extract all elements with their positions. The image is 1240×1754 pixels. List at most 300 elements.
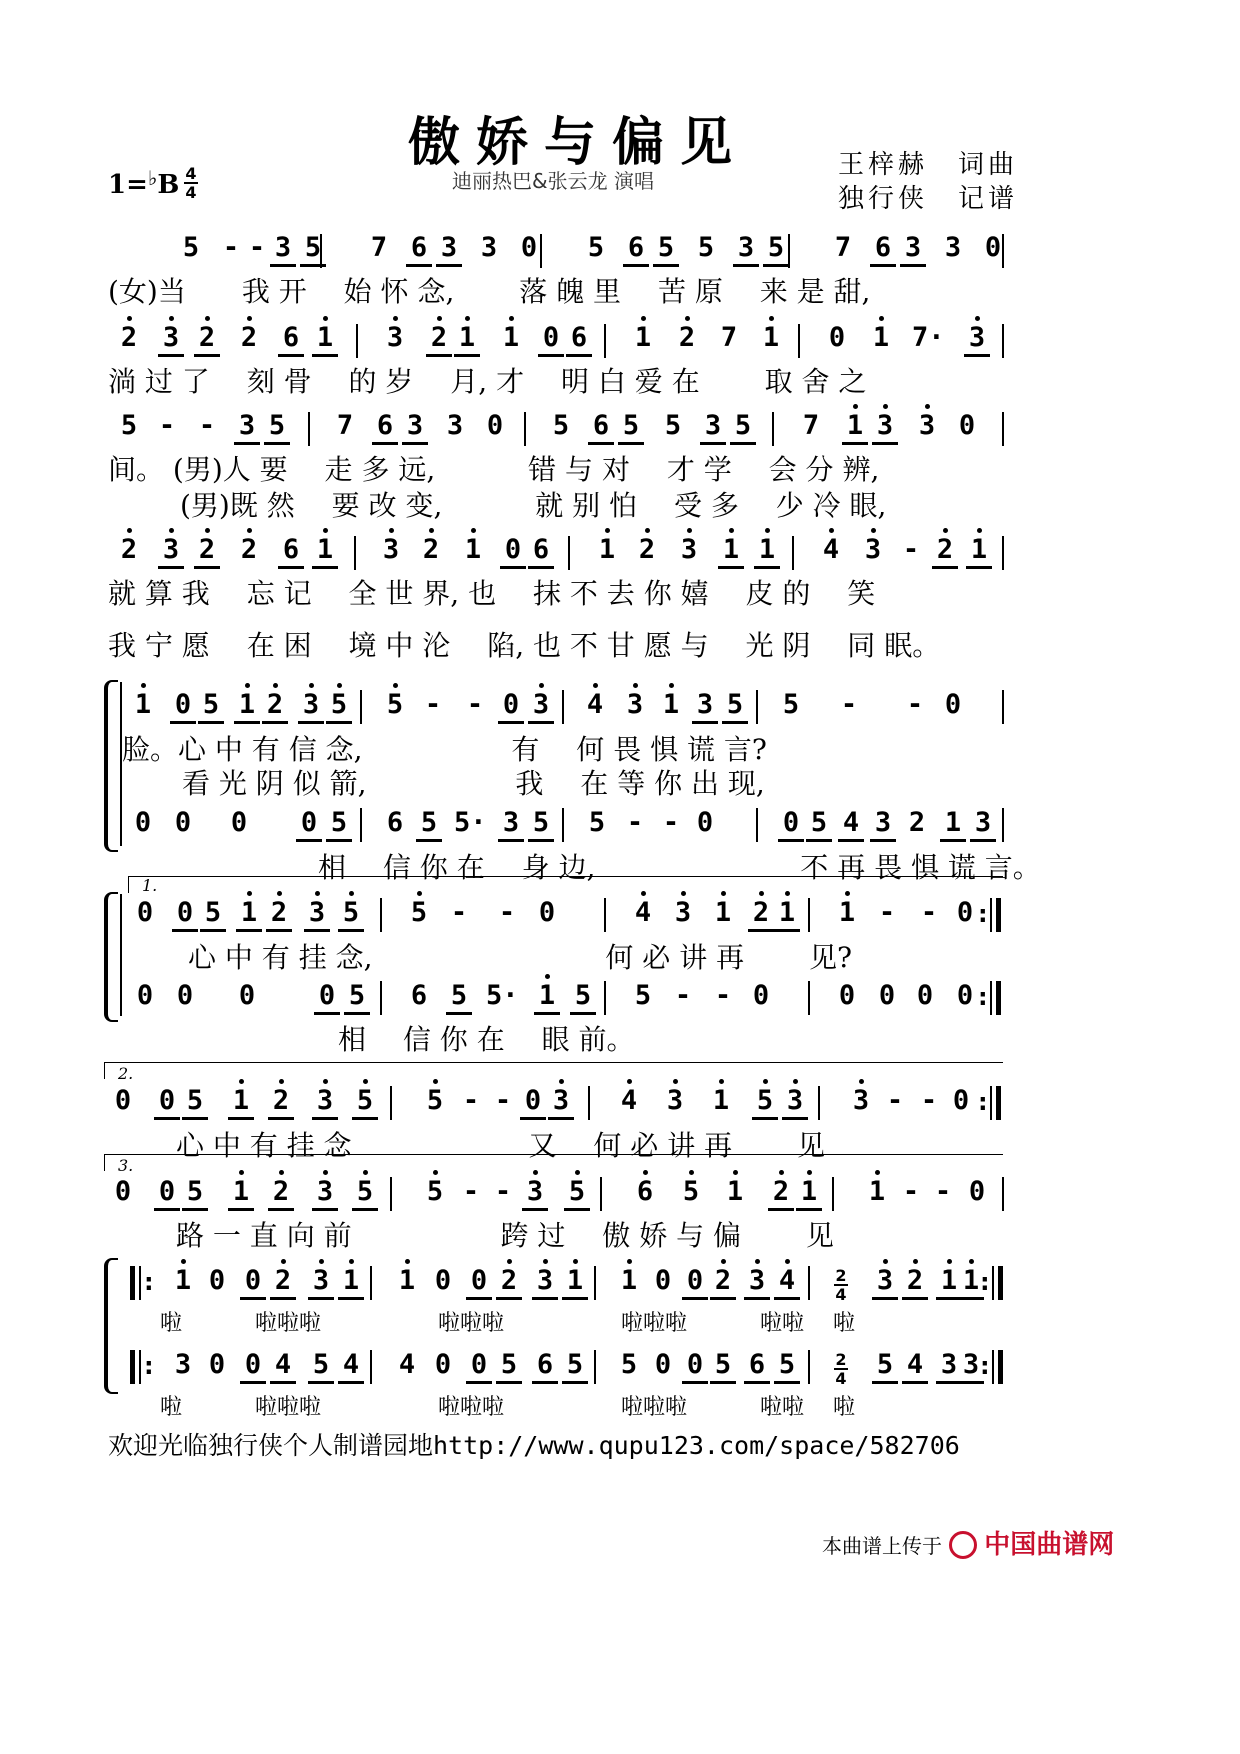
note: 3	[962, 1349, 980, 1380]
eighth-underline	[562, 1381, 588, 1384]
high-octave-dot	[323, 528, 328, 533]
key-signature	[108, 166, 179, 200]
note: 3	[786, 1085, 804, 1116]
barline	[594, 1266, 596, 1300]
eighth-underline	[158, 354, 184, 357]
note: 7	[336, 410, 354, 441]
high-octave-dot	[349, 1259, 354, 1264]
note: 2	[772, 1176, 790, 1207]
final-barline	[996, 898, 1001, 932]
barline	[808, 898, 810, 932]
eighth-underline	[308, 1297, 334, 1300]
note: -	[878, 897, 896, 928]
note: 3	[316, 1176, 334, 1207]
note: 1	[846, 410, 864, 441]
eighth-underline	[454, 354, 480, 357]
eighth-underline	[538, 354, 564, 357]
lyric-line-15: 啦 啦啦啦 啦啦啦 啦啦啦 啦啦 啦	[160, 1395, 855, 1420]
note: 4	[778, 1265, 796, 1296]
barline	[568, 536, 570, 570]
eighth-underline	[932, 566, 958, 569]
note: 6	[282, 322, 300, 353]
final-barline	[998, 1350, 1003, 1384]
note: 4	[906, 1349, 924, 1380]
eighth-underline	[426, 354, 452, 357]
barline	[1002, 1177, 1004, 1211]
note: 5	[664, 410, 682, 441]
high-octave-dot	[765, 528, 770, 533]
eighth-underline	[588, 442, 614, 445]
barline	[360, 808, 362, 842]
repeat-dots: :	[978, 900, 988, 928]
eighth-underline	[344, 1012, 370, 1015]
note: 3	[852, 1085, 870, 1116]
barline	[354, 536, 356, 570]
note: 0	[208, 1349, 226, 1380]
note: 0	[244, 1265, 262, 1296]
high-octave-dot	[281, 1259, 286, 1264]
note: 5	[574, 980, 592, 1011]
note: -	[674, 980, 692, 1011]
high-octave-dot	[975, 316, 980, 321]
high-octave-dot	[181, 1259, 186, 1264]
note: 2	[120, 534, 138, 565]
note: 3	[876, 410, 894, 441]
note: 3	[974, 807, 992, 838]
eighth-underline	[778, 839, 804, 842]
note: 5	[202, 689, 220, 720]
note: 2	[936, 534, 954, 565]
barline	[540, 234, 542, 268]
high-octave-dot	[205, 316, 210, 321]
note: 0	[838, 980, 856, 1011]
barline	[604, 324, 606, 358]
note: 0	[916, 980, 934, 1011]
high-octave-dot	[337, 683, 342, 688]
note: 4	[842, 807, 860, 838]
note: 0	[244, 1349, 262, 1380]
note: 6	[410, 980, 428, 1011]
note: 0	[686, 1265, 704, 1296]
eighth-underline	[528, 566, 554, 569]
note: 3	[382, 534, 400, 565]
high-octave-dot	[471, 528, 476, 533]
note: 4	[586, 689, 604, 720]
eighth-underline	[970, 839, 996, 842]
note: 0	[470, 1265, 488, 1296]
note: 3	[680, 534, 698, 565]
eighth-underline	[268, 1117, 294, 1120]
eighth-underline	[312, 1208, 338, 1211]
high-octave-dot	[141, 683, 146, 688]
eighth-underline	[270, 1297, 296, 1300]
note: 2	[678, 322, 696, 353]
final-barline	[998, 1266, 1003, 1300]
note: -	[466, 689, 484, 720]
barline	[818, 1086, 820, 1120]
note: 3	[302, 689, 320, 720]
note: 2	[638, 534, 656, 565]
note: 5	[268, 410, 286, 441]
note: 3	[968, 322, 986, 353]
note: 6	[748, 1349, 766, 1380]
barline	[524, 412, 526, 446]
note: 3	[532, 689, 550, 720]
eighth-underline	[748, 929, 774, 932]
lyric-line-2: 淌 过 了 刻 骨 的 岁 月, 才 明 白 爱 在 取 舍 之	[108, 365, 867, 398]
barline	[562, 690, 564, 724]
note: 0	[952, 1085, 970, 1116]
eighth-underline	[532, 1297, 558, 1300]
lyric-line-5: 就 算 我 忘 记 全 世 界, 也 抹 不 去 你 嬉 皮 的 笑	[108, 577, 876, 610]
eighth-underline	[326, 839, 352, 842]
note: 4	[620, 1085, 638, 1116]
note: 1	[758, 534, 776, 565]
note: 5	[386, 689, 404, 720]
note: 2	[240, 322, 258, 353]
note: 3	[536, 1265, 554, 1296]
eighth-underline	[436, 264, 462, 267]
note: 6	[874, 232, 892, 263]
barline	[562, 808, 564, 842]
note: 6	[532, 534, 550, 565]
site-logo: 中国曲谱网	[984, 1530, 1115, 1560]
note: 1	[872, 322, 890, 353]
eighth-underline	[966, 566, 992, 569]
high-octave-dot	[539, 683, 544, 688]
note: 1	[714, 897, 732, 928]
note: 3	[502, 807, 520, 838]
note: 3	[626, 689, 644, 720]
note: 1	[598, 534, 616, 565]
high-octave-dot	[969, 1259, 974, 1264]
high-octave-dot	[925, 404, 930, 409]
note: 3	[162, 534, 180, 565]
eighth-underline	[264, 442, 290, 445]
note: -	[714, 980, 732, 1011]
note: -	[934, 1176, 952, 1207]
note: 0	[944, 689, 962, 720]
eighth-underline	[496, 1381, 522, 1384]
eighth-underline	[154, 1117, 180, 1120]
final-barline	[996, 1086, 1001, 1120]
note: 5	[568, 1176, 586, 1207]
high-octave-dot	[641, 316, 646, 321]
high-octave-dot	[309, 683, 314, 688]
note: 0	[174, 689, 192, 720]
note: 1	[342, 1265, 360, 1296]
barline	[992, 1266, 994, 1300]
eighth-underline	[338, 1381, 364, 1384]
note: 0	[752, 980, 770, 1011]
eighth-underline	[194, 354, 220, 357]
repeat-start-barline	[130, 1350, 135, 1384]
singers-label: 迪丽热巴&张云龙 演唱	[452, 169, 654, 193]
note: 4	[274, 1349, 292, 1380]
eighth-underline	[562, 1297, 588, 1300]
high-octave-dot	[977, 528, 982, 533]
note: 6	[410, 232, 428, 263]
note: 5	[500, 1349, 518, 1380]
high-octave-dot	[763, 1079, 768, 1084]
eighth-underline	[842, 442, 868, 445]
note: 1	[662, 689, 680, 720]
note: 3	[406, 410, 424, 441]
eighth-underline	[752, 1117, 778, 1120]
eighth-underline	[872, 442, 898, 445]
upload-badge	[822, 1524, 1114, 1561]
eighth-underline	[406, 264, 432, 267]
note: 1	[538, 980, 556, 1011]
eighth-underline	[623, 264, 649, 267]
eighth-underline	[352, 1208, 378, 1211]
note: 5	[532, 807, 550, 838]
note: 3	[274, 232, 292, 263]
high-octave-dot	[169, 316, 174, 321]
repeat-dots: :	[980, 1268, 990, 1296]
note: 0	[318, 980, 336, 1011]
high-octave-dot	[389, 528, 394, 533]
eighth-underline	[782, 1117, 808, 1120]
note: -	[158, 410, 176, 441]
note: 5	[566, 1349, 584, 1380]
footer-text: 欢迎光临独行侠个人制谱园地http://www.qupu123.com/space/582706	[108, 1431, 960, 1460]
note: 2	[714, 1265, 732, 1296]
note: 3	[316, 1085, 334, 1116]
note: 0	[434, 1265, 452, 1296]
eighth-underline	[298, 721, 324, 724]
barline	[1002, 234, 1004, 268]
high-octave-dot	[853, 404, 858, 409]
note: 1	[712, 1085, 730, 1116]
high-octave-dot	[645, 528, 650, 533]
note: 6	[592, 410, 610, 441]
note: 0	[504, 534, 522, 565]
barline	[756, 690, 758, 724]
note: 5	[426, 1176, 444, 1207]
eighth-underline	[774, 1297, 800, 1300]
note: 3	[174, 1349, 192, 1380]
high-octave-dot	[319, 1259, 324, 1264]
note: 5	[120, 410, 138, 441]
lyric-line-7: 脸。心 中 有 信 念, 有 何 畏 惧 谎 言?	[122, 733, 767, 766]
barline	[990, 1086, 992, 1120]
barline	[600, 1177, 602, 1211]
note: 0	[542, 322, 560, 353]
note: 0	[230, 807, 248, 838]
note: 0	[134, 807, 152, 838]
high-octave-dot	[323, 316, 328, 321]
eighth-underline	[314, 1012, 340, 1015]
barline	[808, 981, 810, 1015]
high-octave-dot	[793, 1079, 798, 1084]
note: 1	[970, 534, 988, 565]
note: 0	[136, 897, 154, 928]
eighth-underline	[194, 566, 220, 569]
eighth-underline	[312, 1117, 338, 1120]
eighth-underline	[870, 839, 896, 842]
note: 3	[874, 807, 892, 838]
repeat-dots: :	[144, 1268, 154, 1296]
eighth-underline	[763, 264, 789, 267]
high-octave-dot	[169, 528, 174, 533]
eighth-underline	[682, 1381, 708, 1384]
note: 5	[182, 232, 200, 263]
note: 0	[696, 807, 714, 838]
note: 5	[682, 1176, 700, 1207]
lyric-line-1: (女)当 我 开 始 怀 念, 落 魄 里 苦 原 来 是 甜,	[108, 275, 871, 308]
note: 1	[962, 1265, 980, 1296]
high-octave-dot	[627, 1079, 632, 1084]
eighth-underline	[498, 839, 524, 842]
high-octave-dot	[429, 528, 434, 533]
note: 5	[304, 232, 322, 263]
note: 7·	[912, 322, 945, 353]
eighth-underline	[200, 929, 226, 932]
volta-number-3: 3.	[118, 1156, 134, 1175]
note: 5	[426, 1085, 444, 1116]
note: 1	[464, 534, 482, 565]
barline	[604, 981, 606, 1015]
lyric-line-8: 看 光 阴 似 箭, 我 在 等 你 出 现,	[182, 767, 765, 800]
note: 1	[838, 897, 856, 928]
note: 2	[198, 322, 216, 353]
eighth-underline	[182, 1208, 208, 1211]
note: 0	[176, 897, 194, 928]
high-octave-dot	[605, 528, 610, 533]
note: 0	[686, 1349, 704, 1380]
high-octave-dot	[879, 316, 884, 321]
eighth-underline	[872, 1381, 898, 1384]
note: 3	[674, 897, 692, 928]
time-signature	[184, 166, 198, 200]
note: 5	[348, 980, 366, 1011]
note: 3	[238, 410, 256, 441]
barline	[772, 412, 774, 446]
eighth-underline	[172, 929, 198, 932]
eighth-underline	[744, 1297, 770, 1300]
barline	[756, 808, 758, 842]
eighth-underline	[900, 264, 926, 267]
song-title: 傲娇与偏见	[408, 112, 749, 173]
barline	[139, 1350, 141, 1384]
repeat-dots: :	[978, 1088, 988, 1116]
eighth-underline	[564, 1208, 590, 1211]
eighth-underline	[768, 1208, 794, 1211]
eighth-underline	[958, 1297, 984, 1300]
lyric-line-9: 相 信 你 在 身 边, 不 再 畏 惧 谎 言。	[318, 851, 1041, 884]
note: 2	[120, 322, 138, 353]
eighth-underline	[270, 264, 296, 267]
high-octave-dot	[883, 404, 888, 409]
barline	[990, 981, 992, 1015]
eighth-underline	[228, 1208, 254, 1211]
note: 0	[238, 980, 256, 1011]
barline	[120, 894, 122, 1016]
eighth-underline	[618, 442, 644, 445]
note: 5	[657, 232, 675, 263]
note: 0	[524, 1085, 542, 1116]
repeat-dots: :	[980, 1352, 990, 1380]
eighth-underline	[566, 354, 592, 357]
note: 2	[240, 534, 258, 565]
eighth-underline	[528, 839, 554, 842]
barline	[1002, 808, 1004, 842]
high-octave-dot	[543, 1259, 548, 1264]
note: -	[198, 410, 216, 441]
eighth-underline	[692, 721, 718, 724]
eighth-underline	[528, 721, 554, 724]
high-octave-dot	[465, 316, 470, 321]
note: 1	[398, 1265, 416, 1296]
high-octave-dot	[323, 1079, 328, 1084]
volta-number-2: 2.	[118, 1064, 134, 1083]
note: 2	[906, 1265, 924, 1296]
high-octave-dot	[393, 683, 398, 688]
barline	[360, 690, 362, 724]
time-change: 2 4	[835, 1350, 847, 1388]
note: 2	[422, 534, 440, 565]
repeat-dots: :	[978, 983, 988, 1011]
note: 4	[634, 897, 652, 928]
note: 5	[756, 1085, 774, 1116]
lyric-line-14: 啦 啦啦啦 啦啦啦 啦啦啦 啦啦 啦	[160, 1311, 855, 1336]
key-prefix: 1=	[108, 170, 148, 200]
barline	[370, 1266, 372, 1300]
note: 1	[800, 1176, 818, 1207]
high-octave-dot	[239, 1079, 244, 1084]
note: 3	[526, 1176, 544, 1207]
high-octave-dot	[871, 528, 876, 533]
eighth-underline	[236, 929, 262, 932]
note: 5	[782, 689, 800, 720]
barline	[832, 1177, 834, 1211]
note: 5	[186, 1176, 204, 1207]
high-octave-dot	[729, 528, 734, 533]
eighth-underline	[682, 1297, 708, 1300]
eighth-underline	[268, 1208, 294, 1211]
note: 5	[588, 807, 606, 838]
eighth-underline	[372, 442, 398, 445]
eighth-underline	[234, 721, 260, 724]
note: 2	[198, 534, 216, 565]
note: -	[498, 897, 516, 928]
barline	[380, 898, 382, 932]
note: 3	[480, 232, 498, 263]
barline	[390, 1177, 392, 1211]
composer-credit: 王梓赫 词曲	[838, 150, 1019, 180]
high-octave-dot	[883, 1259, 888, 1264]
note: 1	[620, 1265, 638, 1296]
high-octave-dot	[405, 1259, 410, 1264]
barline	[1002, 536, 1004, 570]
logo-icon	[949, 1531, 977, 1559]
note: 3	[918, 410, 936, 441]
note: 5	[410, 897, 428, 928]
note: 5	[356, 1085, 374, 1116]
note: 0	[538, 897, 556, 928]
eighth-underline	[653, 264, 679, 267]
eighth-underline	[234, 442, 260, 445]
note: 1	[726, 1176, 744, 1207]
note: 5	[186, 1085, 204, 1116]
note: 6	[636, 1176, 654, 1207]
note: 2	[270, 897, 288, 928]
eighth-underline	[774, 929, 800, 932]
note: 0	[956, 980, 974, 1011]
eighth-underline	[902, 1381, 928, 1384]
eighth-underline	[300, 264, 326, 267]
